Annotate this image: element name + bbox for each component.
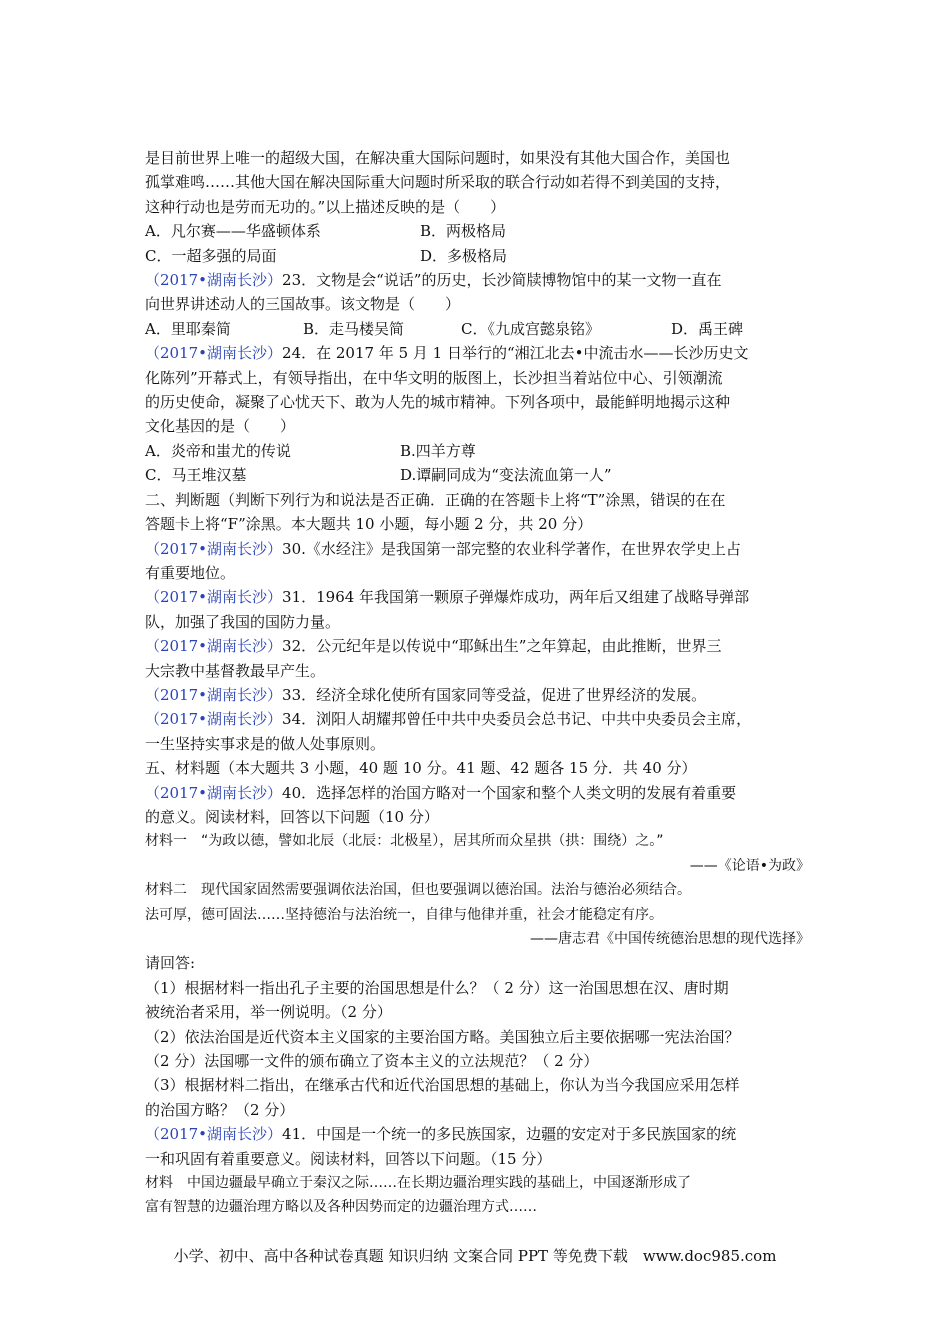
q33-text: 33．经济全球化使所有国家同等受益，促进了世界经济的发展。 xyxy=(282,685,707,704)
source-tag: （2017•湖南长沙） xyxy=(145,783,283,802)
q24-text: 24．在 2017 年 5 月 1 日举行的“湘江北去•中流击水——长沙历史文 xyxy=(282,344,749,363)
q23-options xyxy=(145,317,810,341)
q40-material1-source: ——《论语•为政》 xyxy=(689,857,810,874)
section2-heading: 答题卡上将“F”涂黑。本大题共 10 小题，每小题 2 分，共 20 分） xyxy=(145,515,593,534)
q23-text: 23．文物是会“说话”的历史，长沙简牍博物馆中的某一文物一直在 xyxy=(282,271,722,290)
q40-material1: 材料一 “为政以德，譬如北辰（北辰：北极星），居其所而众星拱（拱：围绕）之。” xyxy=(145,833,664,850)
section5-heading: 五、材料题（本大题共 3 小题，40 题 10 分。41 题、42 题各 15 分．共 40 分） xyxy=(145,759,697,778)
q23-line: 向世界讲述动人的三国故事。该文物是（ ） xyxy=(145,295,461,314)
q30-line: 有重要地位。 xyxy=(145,563,236,582)
intro-line: 这种行动也是劳而无功的。”以上描述反映的是（ ） xyxy=(145,197,506,216)
q30-line xyxy=(145,537,810,561)
q40-text: 40．选择怎样的治国方略对一个国家和整个人类文明的发展有着重要 xyxy=(282,783,737,802)
q40-line xyxy=(145,781,810,805)
q23-line xyxy=(145,268,810,292)
q41-line xyxy=(145,1122,810,1146)
q34-text: 34．浏阳人胡耀邦曾任中共中央委员会总书记、中共中央委员会主席， xyxy=(282,710,752,729)
q31-line xyxy=(145,585,810,609)
q22-options-row1 xyxy=(145,219,810,243)
q40-sub1: （1）根据材料一指出孔子主要的治国思想是什么？（ 2 分）这一治国思想在汉、唐时期 xyxy=(145,978,729,997)
source-tag: （2017•湖南长沙） xyxy=(145,588,283,607)
intro-line: 是目前世界上唯一的超级大国，在解决重大国际问题时，如果没有其他大国合作，美国也 xyxy=(145,149,731,167)
q22-option-b: B．两极格局 xyxy=(420,222,507,241)
q30-text: 30.《水经注》是我国第一部完整的农业科学著作，在世界农学史上占 xyxy=(282,539,741,558)
q24-options-row1 xyxy=(145,439,810,463)
source-tag: （2017•湖南长沙） xyxy=(145,685,283,704)
q23-option-c: C．《九成宫懿泉铭》 xyxy=(461,319,600,338)
q24-options-row2 xyxy=(145,463,810,487)
q24-line: 的历史使命，凝聚了心忧天下、敢为人先的城市精神。下列各项中，最能鲜明地揭示这种 xyxy=(145,393,731,412)
q33-line xyxy=(145,683,810,707)
q40-line: 的意义。阅读材料，回答以下问题（10 分） xyxy=(145,807,439,826)
q24-option-c: C．马王堆汉墓 xyxy=(145,466,247,485)
section2-heading: 二、判断题（判断下列行为和说法是否正确．正确的在答题卡上将“T”涂黑，错误的在在 xyxy=(145,490,726,509)
q40-material2: 法可厚，德可固法……坚持德治与法治统一，自律与他律并重，社会才能稳定有序。 xyxy=(145,906,663,923)
q41-line: 一和巩固有着重要意义。阅读材料，回答以下问题。（15 分） xyxy=(145,1149,552,1168)
source-tag: （2017•湖南长沙） xyxy=(145,539,283,558)
q24-line: 文化基因的是（ ） xyxy=(145,417,296,436)
q31-text: 31．1964 年我国第一颗原子弹爆炸成功，两年后又组建了战略导弹部 xyxy=(282,588,750,607)
q41-text: 41．中国是一个统一的多民族国家，边疆的安定对于多民族国家的统 xyxy=(282,1125,737,1144)
q24-option-b: B.四羊方尊 xyxy=(400,441,476,460)
q40-sub1: 被统治者采用，举一例说明。（2 分） xyxy=(145,1003,392,1022)
source-tag: （2017•湖南长沙） xyxy=(145,344,283,363)
source-tag: （2017•湖南长沙） xyxy=(145,637,283,656)
q40-material2-source: ——唐志君《中国传统德治思想的现代选择》 xyxy=(530,931,810,947)
exam-page xyxy=(145,146,810,1220)
q34-line xyxy=(145,707,810,731)
q24-option-d: D.谭嗣同成为“变法流血第一人” xyxy=(400,466,612,485)
source-tag: （2017•湖南长沙） xyxy=(145,710,283,729)
q32-text: 32．公元纪年是以传说中“耶稣出生”之年算起，由此推断，世界三 xyxy=(282,637,722,656)
q34-line: 一生坚持实事求是的做人处事原则。 xyxy=(145,734,386,753)
footer-text: 小学、初中、高中各种试卷真题 知识归纳 文案合同 PPT 等免费下载 www.doc985.com xyxy=(173,1247,777,1265)
q41-material: 材料 中国边疆最早确立于秦汉之际……在长期边疆治理实践的基础上，中国逐渐形成了 xyxy=(145,1175,691,1192)
source-tag: （2017•湖南长沙） xyxy=(145,271,283,290)
q24-option-a: A．炎帝和蚩尤的传说 xyxy=(145,441,291,460)
q23-option-b: B．走马楼吴简 xyxy=(303,319,405,338)
q24-line: 化陈列”开幕式上，有领导指出，在中华文明的版图上，长沙担当着站位中心、引领潮流 xyxy=(145,368,723,387)
q22-option-a: A．凡尔赛——华盛顿体系 xyxy=(145,222,321,241)
q23-option-d: D．禹王碑 xyxy=(671,319,744,338)
q32-line xyxy=(145,634,810,658)
q23-option-a: A．里耶秦简 xyxy=(145,319,231,338)
q40-sub2: （2 分）法国哪一文件的颁布确立了资本主义的立法规范？（ 2 分） xyxy=(145,1052,599,1071)
q40-sub3: 的治国方略？（2 分） xyxy=(145,1100,295,1119)
q22-options-row2 xyxy=(145,244,810,268)
q24-line xyxy=(145,341,810,365)
q40-ask: 请回答: xyxy=(145,954,196,973)
q40-material2: 材料二 现代国家固然需要强调依法治国，但也要强调以德治国。法治与德治必须结合。 xyxy=(145,882,691,899)
q40-sub2: （2）依法治国是近代资本主义国家的主要治国方略。美国独立后主要依据哪一宪法治国？ xyxy=(145,1027,740,1046)
intro-line: 孤掌难鸣……其他大国在解决国际重大问题时所采取的联合行动如若得不到美国的支持， xyxy=(145,173,731,192)
q32-line: 大宗教中基督教最早产生。 xyxy=(145,661,326,680)
q41-material: 富有智慧的边疆治理方略以及各种因势而定的边疆治理方式…… xyxy=(145,1199,537,1216)
q22-option-c: C．一超多强的局面 xyxy=(145,246,277,265)
q22-option-d: D．多极格局 xyxy=(420,246,508,265)
q40-sub3: （3）根据材料二指出，在继承古代和近代治国思想的基础上，你认为当今我国应采用怎样 xyxy=(145,1076,740,1095)
q31-line: 队，加强了我国的国防力量。 xyxy=(145,612,341,631)
source-tag: （2017•湖南长沙） xyxy=(145,1125,283,1144)
